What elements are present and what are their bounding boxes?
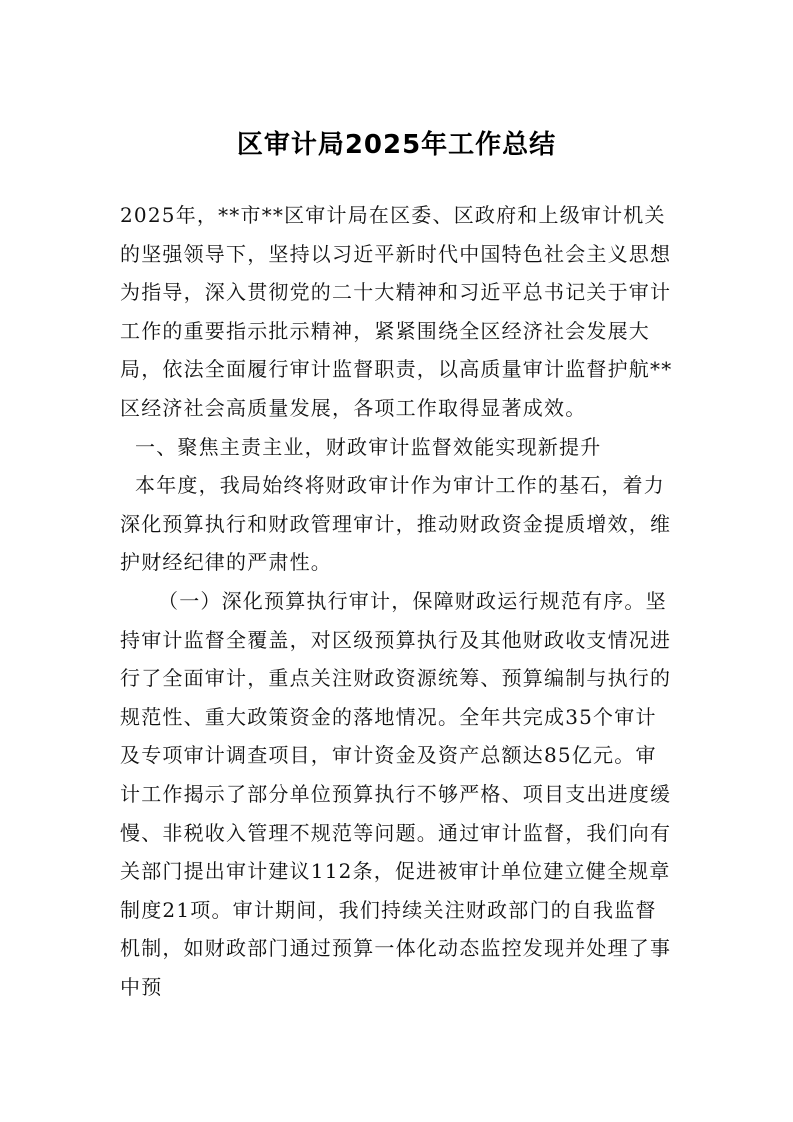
page-title: 区审计局2025年工作总结	[236, 130, 557, 160]
intro-paragraph: 2025年，**市**区审计局在区委、区政府和上级审计机关的坚强领导下，坚持以习近平新时代中国特色社会主义思想为指导，深入贯彻党的二十大精神和习近平总书记关于审计工作的重要指示批示精神，紧紧围绕全区经济社会发展大局，依法全面履行审计监督职责，以高质量审计监督护航**区经济社会高质量发展，各项工作取得显著成效。	[120, 203, 673, 420]
section-paragraph-1: 本年度，我局始终将财政审计作为审计工作的基石，着力深化预算执行和财政管理审计，推动财政资金提质增效，维护财经纪律的严肃性。	[120, 473, 672, 575]
subsection-paragraph-1: （一）深化预算执行审计，保障财政运行规范有序。坚持审计监督全覆盖，对区级预算执行及其他财政收支情况进行了全面审计，重点关注财政资源统筹、预算编制与执行的规范性、重大政策资金的落地情况。全年共完成35个审计及专项审计调查项目，审计资金及资产总额达85亿元。审计工作揭示了部分单位预算执行不够严格、项目支出进度缓慢、非税收入管理不规范等问题。通过审计监督，我们向有关部门提出审计建议112条，促进被审计单位建立健全规章制度21项。审计期间，我们持续关注财政部门的自我监督机制，如财政部门通过预算一体化动态监控发现并处理了事中预	[120, 588, 672, 999]
document-body	[120, 196, 676, 1006]
section-heading-1: 一、聚焦主责主业，财政审计监督效能实现新提升	[135, 434, 602, 459]
